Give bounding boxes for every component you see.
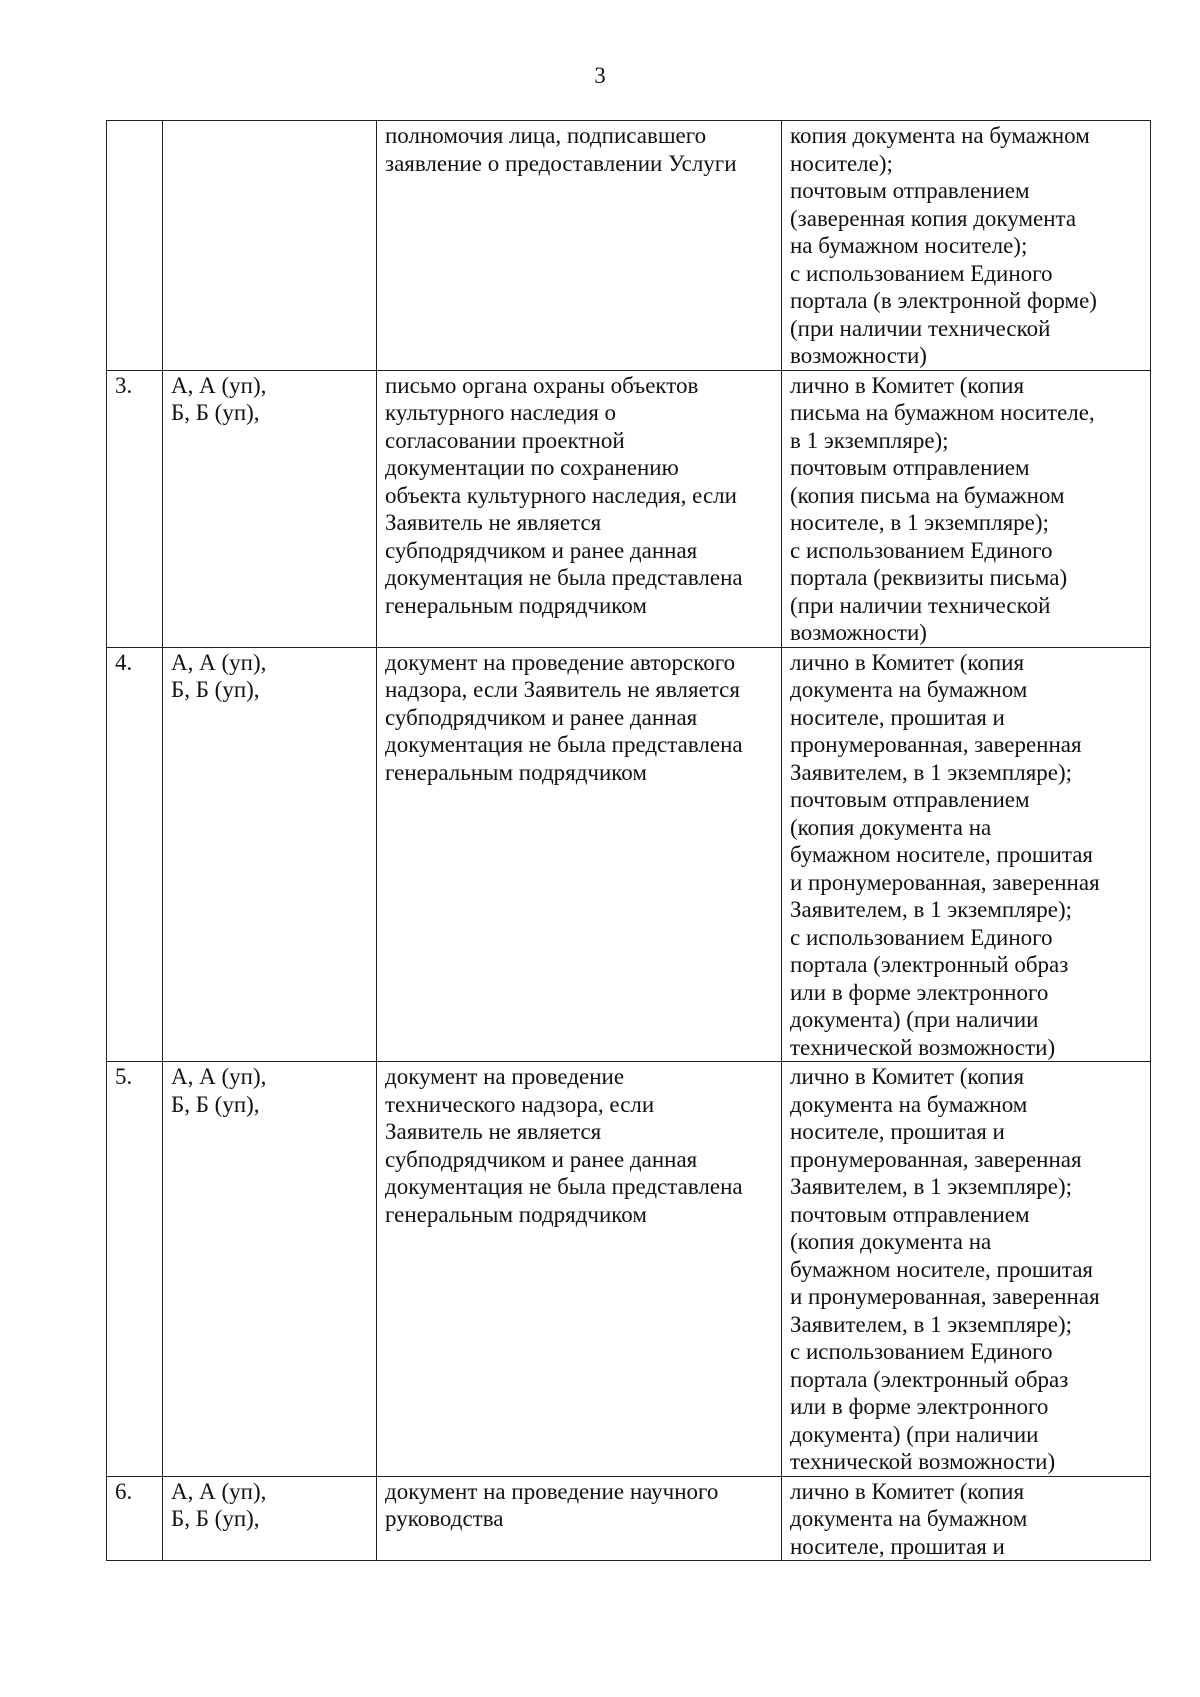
document-name-cell: полномочия лица, подписавшего заявление о предоставлении Услуги [377, 121, 782, 371]
row-number-cell: 4. [107, 647, 163, 1062]
table-row [107, 370, 1151, 647]
submission-method-cell: копия документа на бумажном носителе); почтовым отправлением (заверенная копия документа на бумажном носителе); с использованием Единого портала (в электронной форме) (при наличии технической возможности) [782, 121, 1151, 371]
row-number-cell: 3. [107, 370, 163, 647]
applicant-categories-cell: А, А (уп), Б, Б (уп), [163, 370, 377, 647]
submission-method-cell: лично в Комитет (копия документа на бумажном носителе, прошитая и пронумерованная, заверенная Заявителем, в 1 экземпляре); почтовым отправлением (копия документа на бумажном носителе, прошитая и пронумерованная, заверенная Заявителем, в 1 экземпляре); с использованием Единого портала (электронный образ или в форме электронного документа) (при наличии технической возможности) [782, 1062, 1151, 1477]
document-name-cell: документ на проведение авторского надзора, если Заявитель не является субподрядчиком и ранее данная документация не была представлена генеральным подрядчиком [377, 647, 782, 1062]
submission-method-cell: лично в Комитет (копия документа на бумажном носителе, прошитая и [782, 1476, 1151, 1561]
table-row [107, 121, 1151, 371]
submission-method-cell: лично в Комитет (копия документа на бумажном носителе, прошитая и пронумерованная, заверенная Заявителем, в 1 экземпляре); почтовым отправлением (копия документа на бумажном носителе, прошитая и пронумерованная, заверенная Заявителем, в 1 экземпляре); с использованием Единого портала (электронный образ или в форме электронного документа) (при наличии технической возможности) [782, 647, 1151, 1062]
row-number-cell: 5. [107, 1062, 163, 1477]
row-number-cell: 6. [107, 1476, 163, 1561]
document-name-cell: письмо органа охраны объектов культурного наследия о согласовании проектной документации по сохранению объекта культурного наследия, если Заявитель не является субподрядчиком и ранее данная документация не была представлена генеральным подрядчиком [377, 370, 782, 647]
row-number-cell [107, 121, 163, 371]
table-row [107, 1062, 1151, 1477]
applicant-categories-cell: А, А (уп), Б, Б (уп), [163, 1476, 377, 1561]
submission-method-cell: лично в Комитет (копия письма на бумажном носителе, в 1 экземпляре); почтовым отправлением (копия письма на бумажном носителе, в 1 экземпляре); с использованием Единого портала (реквизиты письма) (при наличии технической возможности) [782, 370, 1151, 647]
document-name-cell: документ на проведение технического надзора, если Заявитель не является субподрядчиком и ранее данная документация не была представлена генеральным подрядчиком [377, 1062, 782, 1477]
applicant-categories-cell: А, А (уп), Б, Б (уп), [163, 1062, 377, 1477]
documents-table [106, 120, 1151, 1561]
table-row [107, 647, 1151, 1062]
applicant-categories-cell [163, 121, 377, 371]
document-name-cell: документ на проведение научного руководства [377, 1476, 782, 1561]
applicant-categories-cell: А, А (уп), Б, Б (уп), [163, 647, 377, 1062]
table-row [107, 1476, 1151, 1561]
page-number: 3 [594, 63, 606, 88]
